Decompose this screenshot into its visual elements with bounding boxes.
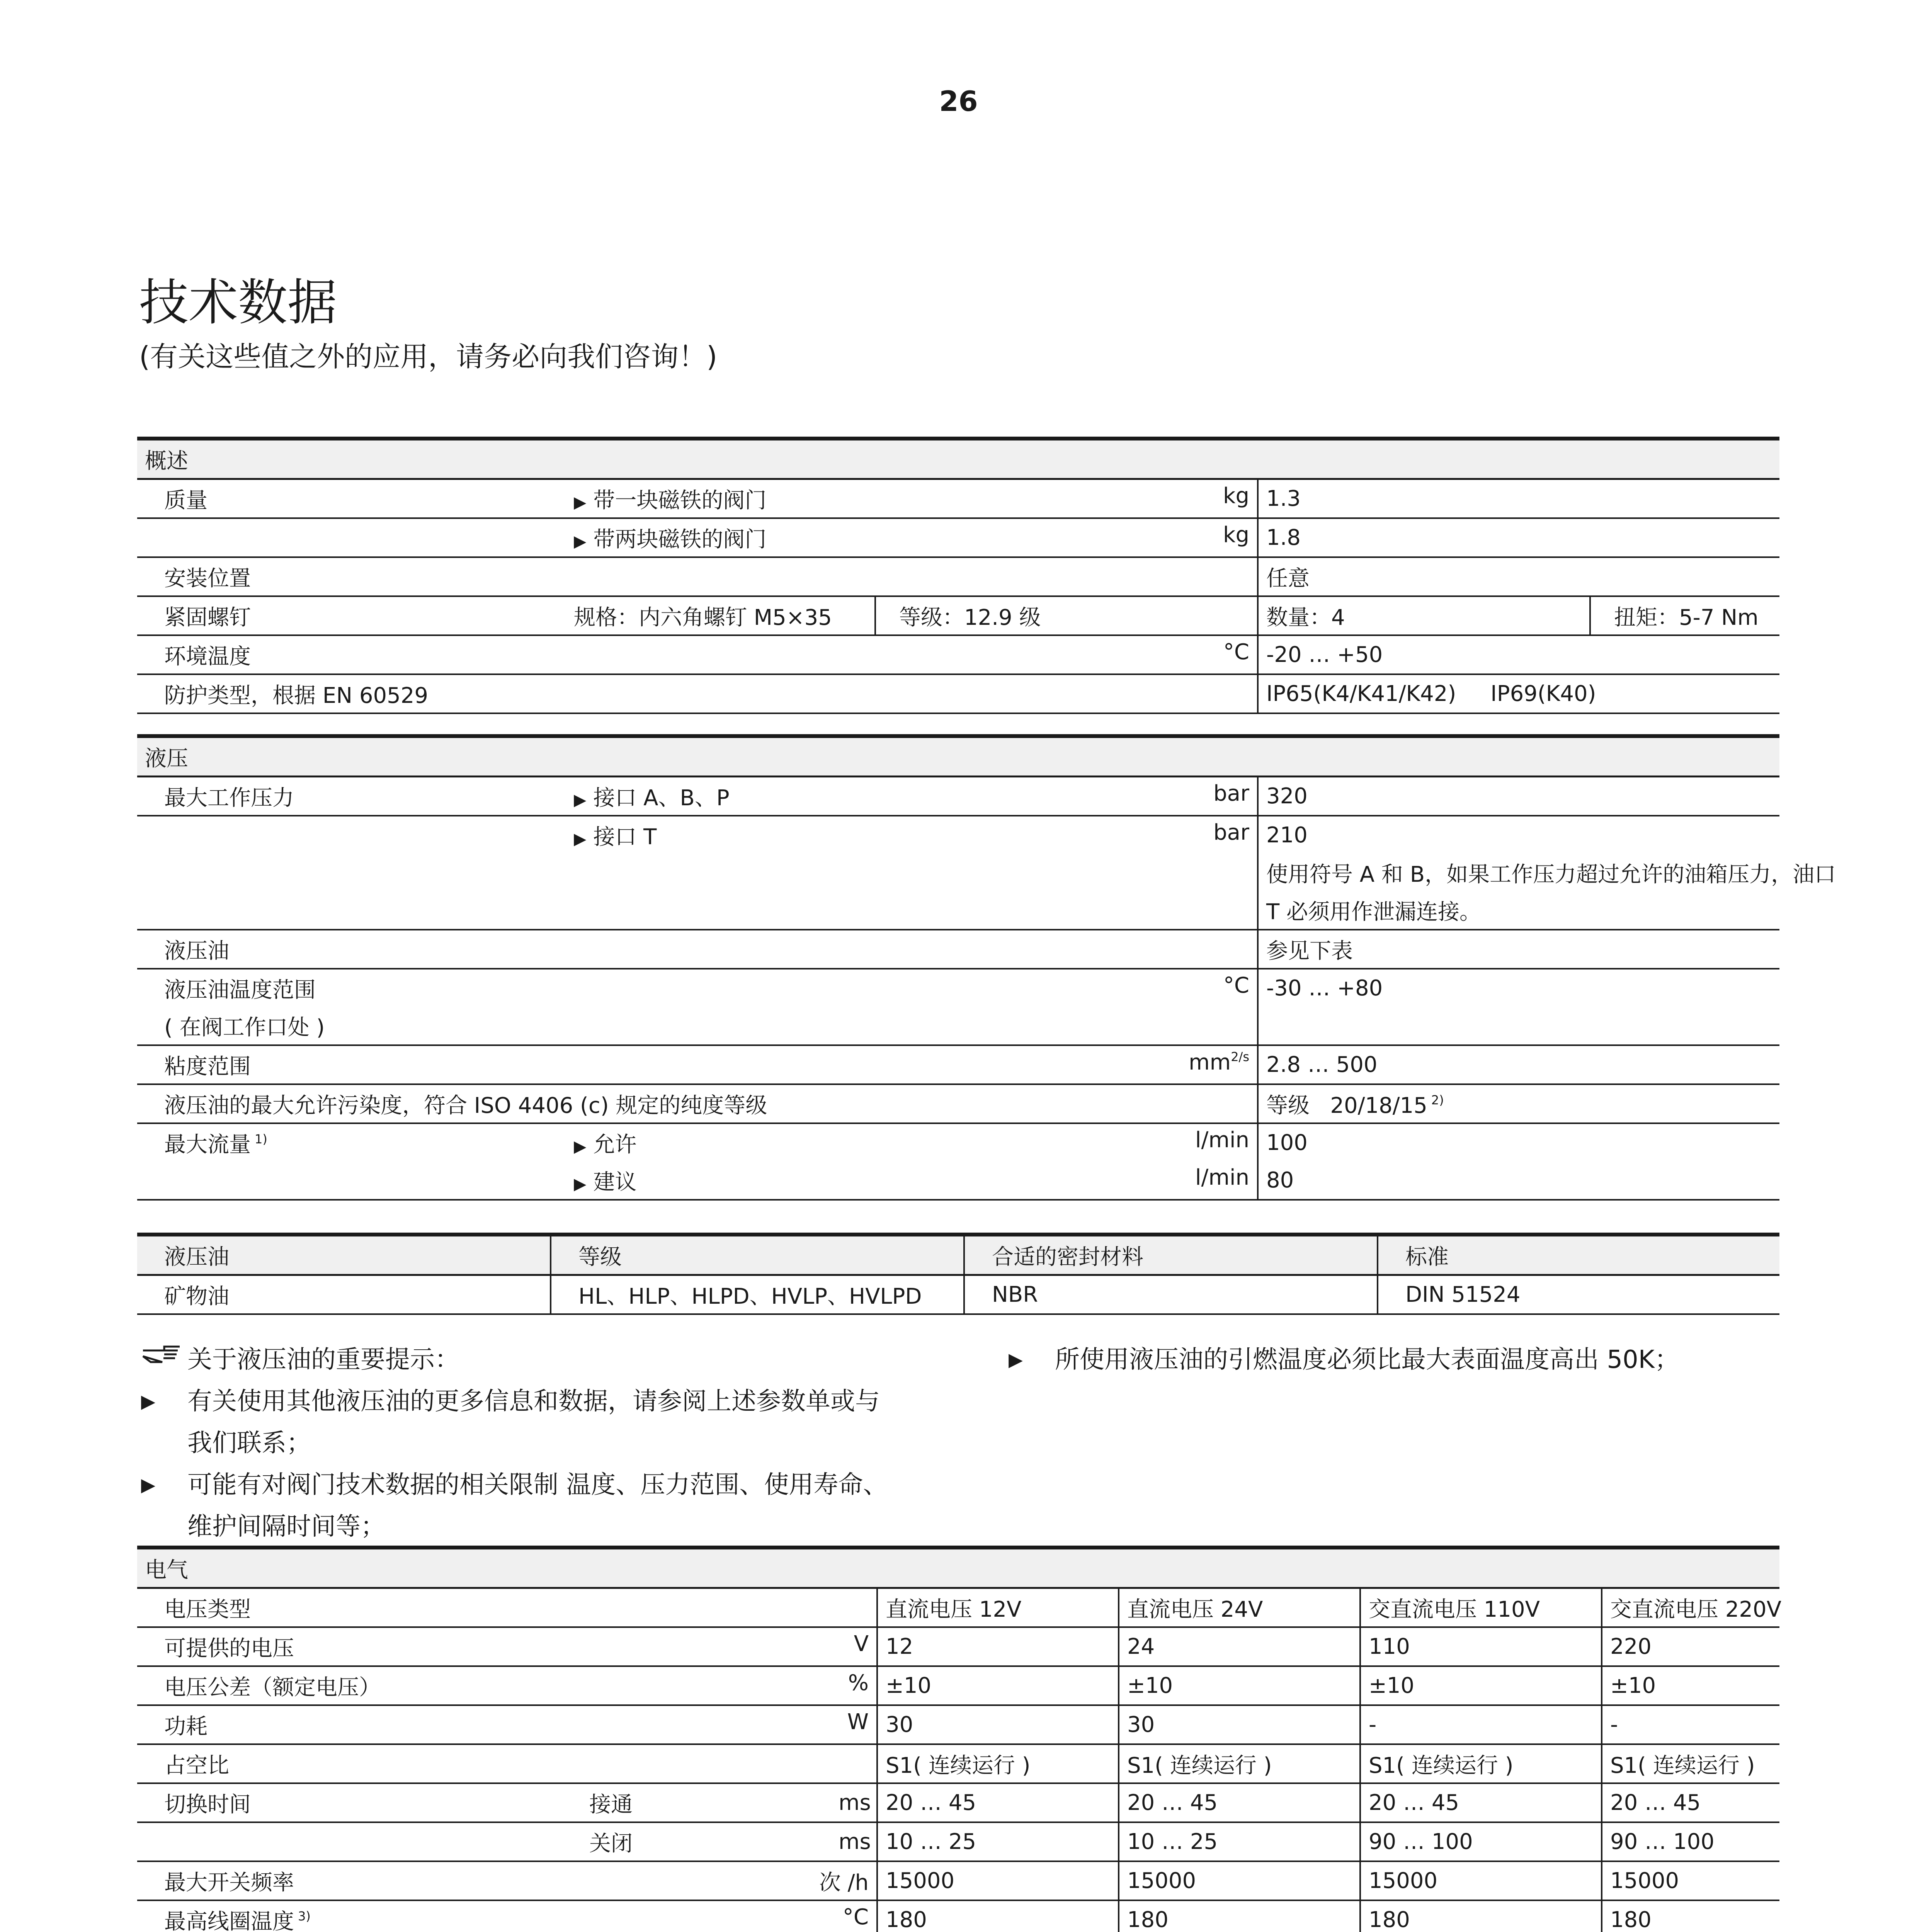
arrow-icon: ▶ xyxy=(574,531,587,551)
electrical-header: 电气 xyxy=(137,1548,1779,1588)
switching-unit: ms xyxy=(831,1783,877,1822)
switching-label: 切换时间 xyxy=(137,1783,582,1822)
general-table xyxy=(137,437,1779,714)
hydraulic-table xyxy=(137,734,1836,1201)
mass-one-value: 1.3 xyxy=(1258,479,1779,519)
switch-off-value: 90 … 100 xyxy=(1602,1822,1779,1861)
switch-on-value: 20 … 45 xyxy=(1360,1783,1602,1822)
screws-qty: 数量：4 xyxy=(1258,596,1590,635)
screws-label: 紧固螺钉 xyxy=(137,596,566,635)
coil-temp-value: 180 xyxy=(1602,1900,1779,1932)
switch-off-label: 关闭 xyxy=(582,1822,831,1861)
supply-value: 12 xyxy=(877,1627,1119,1666)
pressure-unit: bar xyxy=(1213,781,1249,806)
voltage-column-header: 交直流电压 220V xyxy=(1602,1588,1779,1628)
electrical-table xyxy=(137,1546,1779,1932)
hand-pointer-icon xyxy=(137,1339,187,1381)
frequency-value: 15000 xyxy=(1119,1861,1360,1900)
fluid-label: 液压油 xyxy=(137,930,1258,969)
contamination-value: 等级 20/18/15 xyxy=(1266,1093,1427,1118)
tolerance-label: 电压公差（额定电压） xyxy=(164,1675,381,1700)
frequency-value: 15000 xyxy=(1360,1861,1602,1900)
voltage-column-header: 交直流电压 110V xyxy=(1360,1588,1602,1628)
fluid-notes-title: 关于液压油的重要提示： xyxy=(187,1345,459,1374)
coil-temp-label: 最高线圈温度 xyxy=(164,1909,294,1932)
frequency-unit: 次 /h xyxy=(819,1870,869,1895)
mass-one-cell xyxy=(566,479,1258,519)
voltage-column-header: 直流电压 24V xyxy=(1119,1588,1360,1628)
fluid-table-cell: NBR xyxy=(964,1275,1378,1315)
fluid-temp-cell xyxy=(137,969,1258,1007)
switch-on-value: 20 … 45 xyxy=(1119,1783,1360,1822)
arrow-icon: ▶ xyxy=(574,829,587,848)
duty-value: S1( 连续运行 ) xyxy=(1119,1744,1360,1783)
tolerance-value: ±10 xyxy=(1119,1666,1360,1705)
coil-temp-value: 180 xyxy=(1119,1900,1360,1932)
flow-allowed-cell xyxy=(566,1123,1258,1162)
coil-temp-cell xyxy=(137,1900,877,1932)
screws-torque: 扭矩：5-7 Nm xyxy=(1590,596,1779,635)
power-label: 功耗 xyxy=(164,1714,208,1739)
switch-off-value: 10 … 25 xyxy=(877,1822,1119,1861)
hydraulic-header: 液压 xyxy=(137,736,1779,777)
power-cell xyxy=(137,1705,877,1744)
mass-one-label: 带一块磁铁的阀门 xyxy=(593,488,767,513)
switch-on-value: 20 … 45 xyxy=(1602,1783,1779,1822)
pressure-unit: bar xyxy=(1213,820,1249,845)
footnote-ref-1: 1) xyxy=(255,1131,267,1146)
duty-label: 占空比 xyxy=(137,1744,877,1783)
supply-label: 可提供的电压 xyxy=(164,1636,294,1661)
t-value: 210 xyxy=(1258,816,1779,854)
ambient-value: -20 … +50 xyxy=(1258,635,1779,674)
fluid-notes xyxy=(137,1339,987,1548)
power-value: 30 xyxy=(1119,1705,1360,1744)
screws-grade: 等级：12.9 级 xyxy=(875,596,1258,635)
port-abp-label: 接口 A、B、P xyxy=(593,785,730,811)
flow-recommended-cell xyxy=(566,1162,1258,1200)
frequency-value: 15000 xyxy=(1602,1861,1779,1900)
switch-off-value: 10 … 25 xyxy=(1119,1822,1360,1861)
tolerance-cell xyxy=(137,1666,877,1705)
ambient-unit: °C xyxy=(1223,639,1249,665)
max-pressure-label: 最大工作压力 xyxy=(137,777,566,816)
frequency-value: 15000 xyxy=(877,1861,1119,1900)
frequency-label: 最大开关频率 xyxy=(164,1870,294,1895)
tolerance-value: ±10 xyxy=(1360,1666,1602,1705)
protection-value: IP65(K4/K41/K42) IP69(K40) xyxy=(1258,674,1779,713)
ambient-label: 环境温度 xyxy=(164,644,251,669)
max-flow-label: 最大流量 xyxy=(164,1132,251,1157)
t-note-line-2: T 必须用作泄漏连接。 xyxy=(1258,891,1779,930)
fluid-note-1-line-1: 有关使用其他液压油的更多信息和数据，请参阅上述参数单或与 xyxy=(187,1387,880,1416)
coil-temp-value: 180 xyxy=(877,1900,1119,1932)
page-number: 26 xyxy=(939,85,978,117)
viscosity-cell xyxy=(137,1045,1258,1084)
bullet-icon: ▶ xyxy=(1009,1349,1023,1371)
footnote-ref-3: 3) xyxy=(298,1908,311,1923)
flow-allowed-label: 允许 xyxy=(593,1132,637,1157)
abp-value: 320 xyxy=(1258,777,1779,816)
fluid-table-header: 液压油 xyxy=(137,1235,551,1275)
frequency-cell xyxy=(137,1861,877,1900)
power-value: - xyxy=(1602,1705,1779,1744)
port-t-label: 接口 T xyxy=(593,824,657,850)
power-value: - xyxy=(1360,1705,1602,1744)
tolerance-value: ±10 xyxy=(1602,1666,1779,1705)
coil-temp-value: 180 xyxy=(1360,1900,1602,1932)
mounting-label: 安装位置 xyxy=(137,557,1258,596)
flow-unit: l/min xyxy=(1195,1127,1249,1153)
fluid-table-cell: DIN 51524 xyxy=(1378,1275,1779,1315)
fluid-table-cell: HL、HLP、HLPD、HVLP、HVLPD xyxy=(551,1275,964,1315)
mass-two-label: 带两块磁铁的阀门 xyxy=(593,527,767,552)
fluid-note-2-line-1: 可能有对阀门技术数据的相关限制 温度、压力范围、使用寿命、 xyxy=(187,1471,888,1499)
switch-off-value: 90 … 100 xyxy=(1360,1822,1602,1861)
tolerance-unit: % xyxy=(848,1670,869,1696)
fluid-note-1-line-2: 我们联系； xyxy=(187,1429,311,1458)
supply-value: 220 xyxy=(1602,1627,1779,1666)
duty-value: S1( 连续运行 ) xyxy=(1360,1744,1602,1783)
footnote-ref-2: 2) xyxy=(1431,1092,1444,1107)
screws-spec: 规格：内六角螺钉 M5×35 xyxy=(566,596,875,635)
mass-unit: kg xyxy=(1223,522,1249,548)
switch-on-label: 接通 xyxy=(582,1783,831,1822)
contamination-cell xyxy=(1258,1084,1779,1123)
duty-value: S1( 连续运行 ) xyxy=(1602,1744,1779,1783)
tolerance-value: ±10 xyxy=(877,1666,1119,1705)
bullet-icon: ▶ xyxy=(141,1391,155,1412)
t-note-line-1: 使用符号 A 和 B，如果工作压力超过允许的油箱压力，油口 xyxy=(1258,854,1779,891)
arrow-icon: ▶ xyxy=(574,1136,587,1156)
arrow-icon: ▶ xyxy=(574,1174,587,1193)
fluid-temp-unit: °C xyxy=(1223,973,1249,998)
fluid-table-header: 合适的密封材料 xyxy=(964,1235,1378,1275)
fluid-table xyxy=(137,1233,1779,1315)
fluid-value: 参见下表 xyxy=(1258,930,1779,969)
protection-label: 防护类型，根据 EN 60529 xyxy=(137,674,1258,713)
duty-value: S1( 连续运行 ) xyxy=(877,1744,1119,1783)
max-flow-cell xyxy=(137,1123,566,1162)
arrow-icon: ▶ xyxy=(574,790,587,809)
switch-on-value: 20 … 45 xyxy=(877,1783,1119,1822)
port-t-cell xyxy=(566,816,1258,854)
page-subtitle: (有关这些值之外的应用，请务必向我们咨询！) xyxy=(139,340,718,373)
arrow-icon: ▶ xyxy=(574,492,587,512)
switching-unit: ms xyxy=(831,1822,877,1861)
page-title: 技术数据 xyxy=(139,274,337,332)
coil-temp-unit: °C xyxy=(842,1904,869,1930)
contamination-label: 液压油的最大允许污染度，符合 ISO 4406 (c) 规定的纯度等级 xyxy=(137,1084,1258,1123)
mass-unit: kg xyxy=(1223,483,1249,509)
general-header: 概述 xyxy=(137,439,1779,479)
supply-value: 24 xyxy=(1119,1627,1360,1666)
flow-recommended-value: 80 xyxy=(1258,1162,1779,1200)
flow-unit: l/min xyxy=(1195,1165,1249,1190)
fluid-note-2-line-2: 维护间隔时间等； xyxy=(187,1512,385,1541)
fluid-table-header: 等级 xyxy=(551,1235,964,1275)
viscosity-unit: mm xyxy=(1189,1049,1231,1075)
fluid-temp-value: -30 … +80 xyxy=(1258,969,1779,1007)
viscosity-value: 2.8 … 500 xyxy=(1258,1045,1779,1084)
viscosity-unit-sup: 2/s xyxy=(1231,1049,1249,1064)
fluid-table-cell: 矿物油 xyxy=(137,1275,551,1315)
voltage-type-label: 电压类型 xyxy=(137,1588,877,1628)
fluid-temp-label: 液压油温度范围 xyxy=(164,977,316,1003)
power-unit: W xyxy=(847,1709,869,1735)
mass-label: 质量 xyxy=(137,479,566,519)
fluid-temp-sub: ( 在阀工作口处 ) xyxy=(137,1007,1258,1045)
fluid-note-3 xyxy=(1005,1339,1679,1381)
flow-recommended-label: 建议 xyxy=(593,1169,637,1195)
fluid-note-3-text: 所使用液压油的引燃温度必须比最大表面温度高出 50K； xyxy=(1055,1345,1679,1374)
fluid-table-header: 标准 xyxy=(1378,1235,1779,1275)
flow-allowed-value: 100 xyxy=(1258,1123,1779,1162)
bullet-icon: ▶ xyxy=(141,1474,155,1496)
mounting-value: 任意 xyxy=(1258,557,1779,596)
supply-cell xyxy=(137,1627,877,1666)
voltage-column-header: 直流电压 12V xyxy=(877,1588,1119,1628)
mass-two-value: 1.8 xyxy=(1258,518,1779,557)
mass-two-cell xyxy=(566,518,1258,557)
ambient-cell xyxy=(137,635,1258,674)
supply-value: 110 xyxy=(1360,1627,1602,1666)
port-abp-cell xyxy=(566,777,1258,816)
viscosity-label: 粘度范围 xyxy=(164,1054,251,1079)
power-value: 30 xyxy=(877,1705,1119,1744)
supply-unit: V xyxy=(854,1631,869,1656)
